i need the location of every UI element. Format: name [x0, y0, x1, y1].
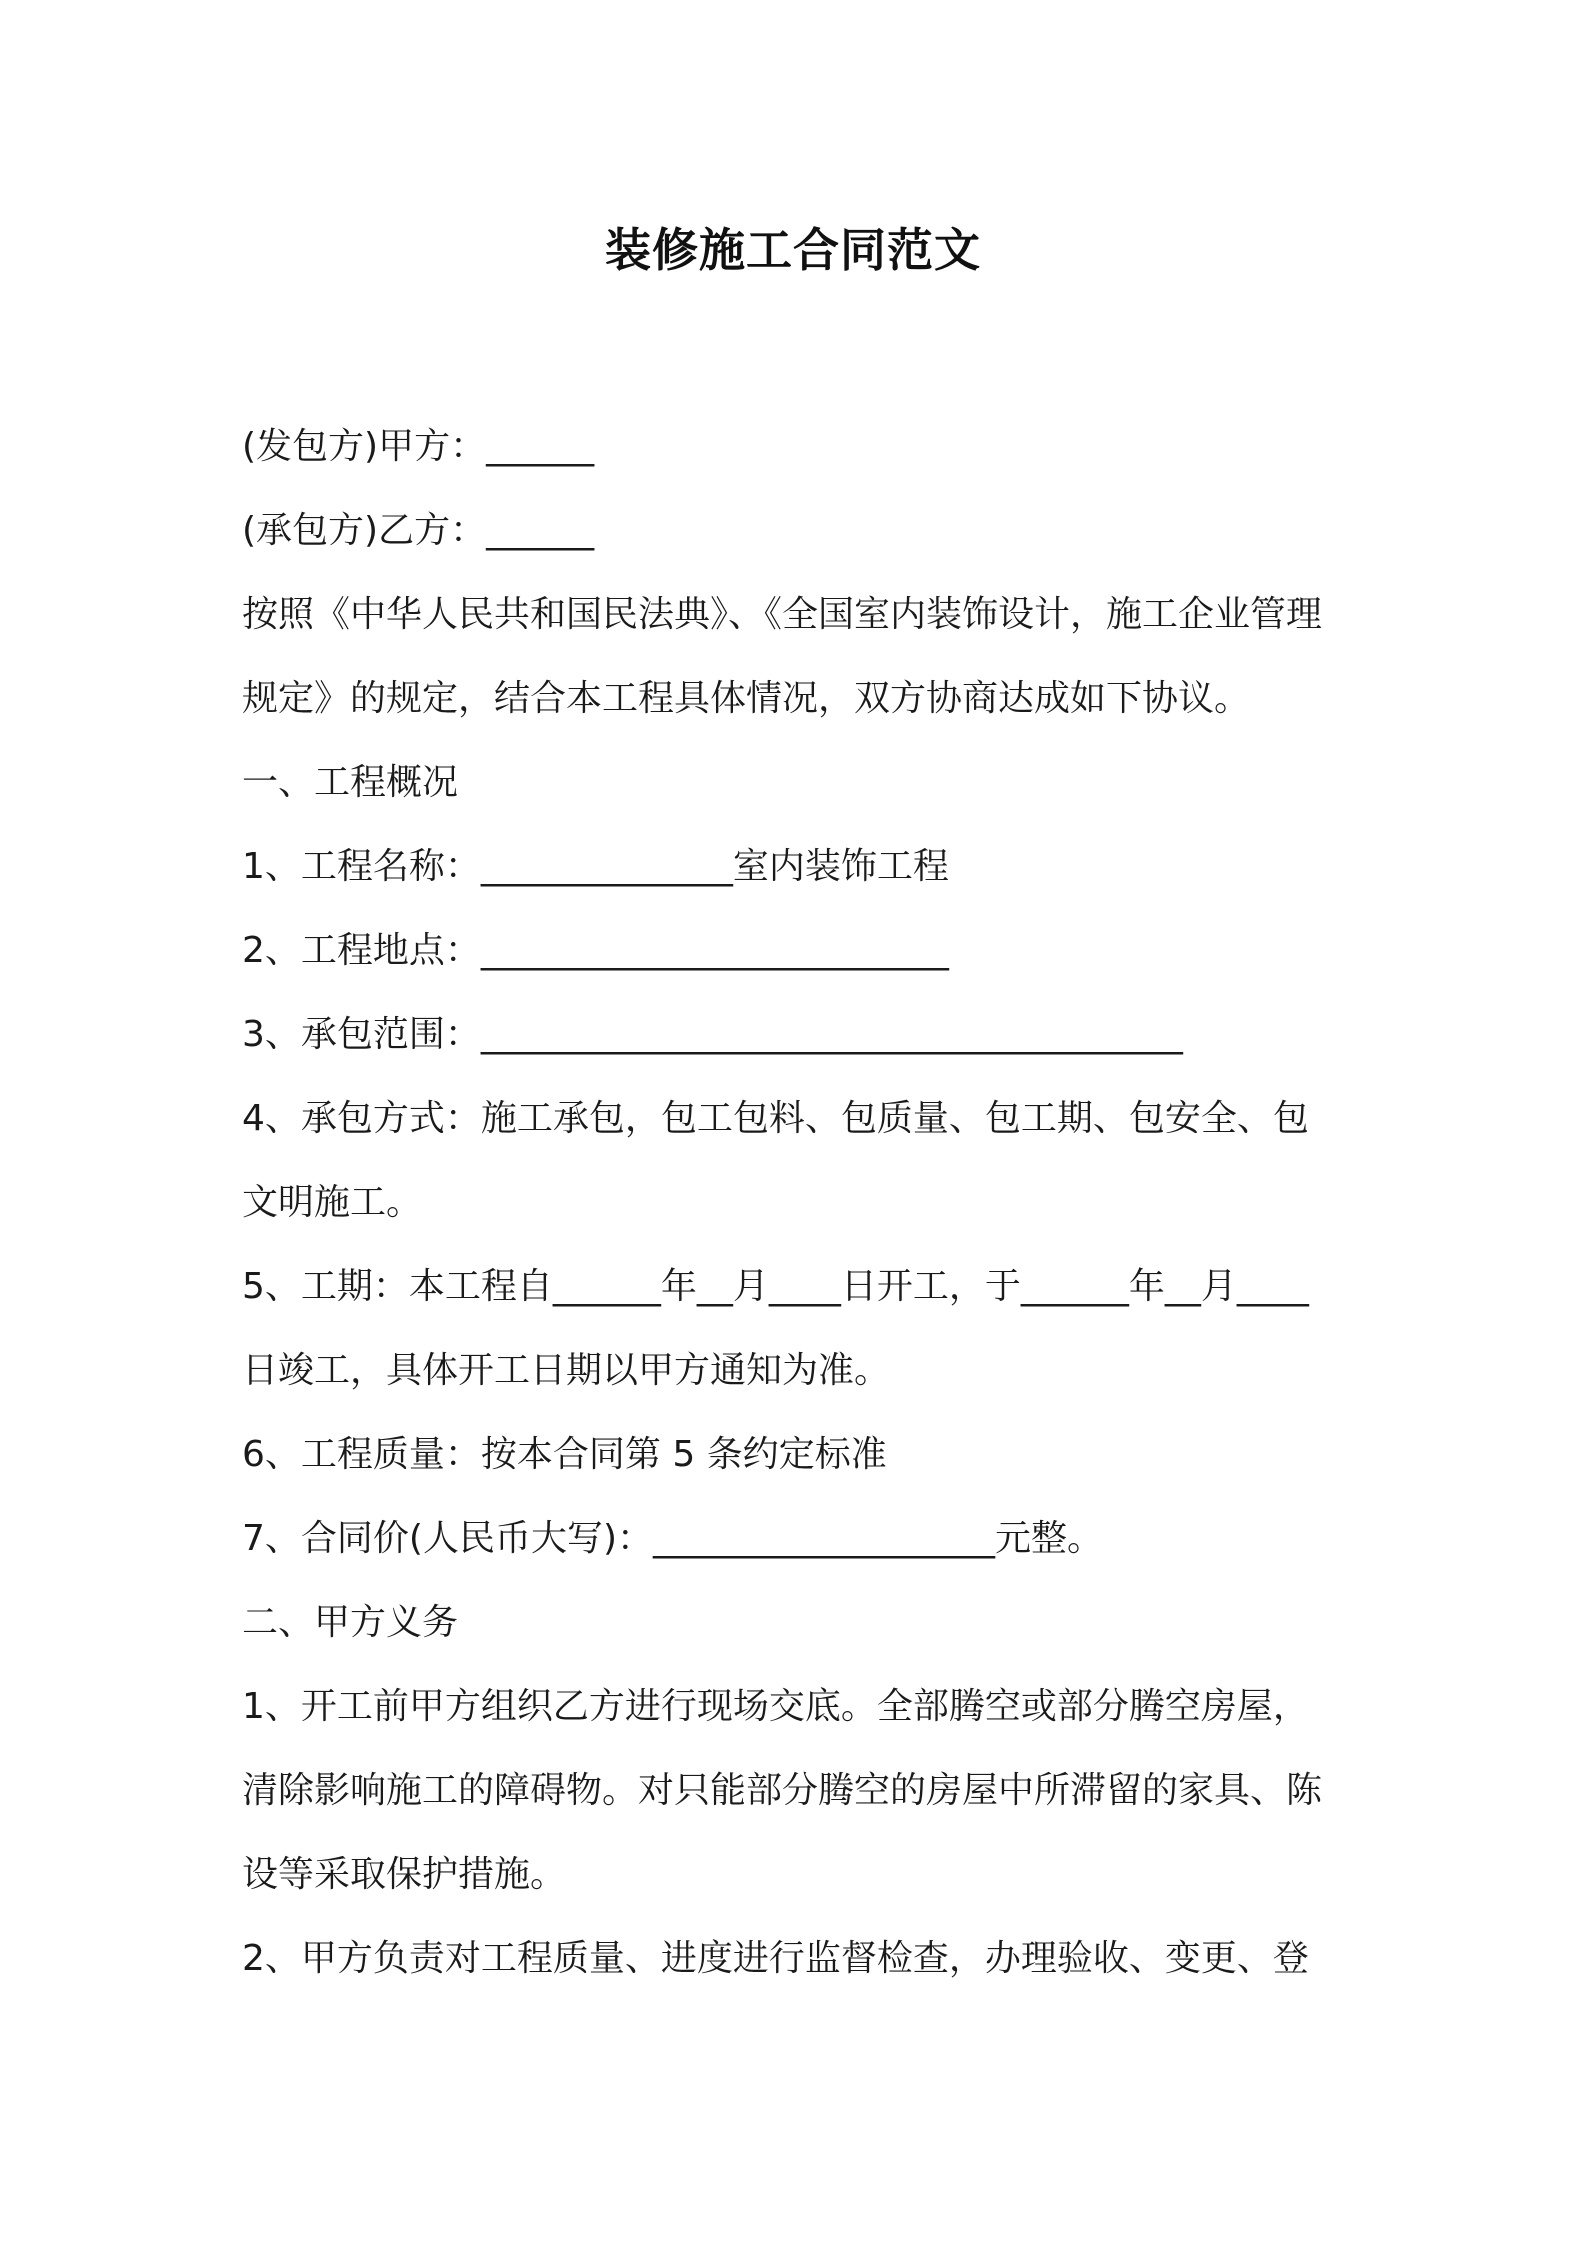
- duty-1-line-3: 设等采取保护措施。: [242, 1854, 567, 1895]
- section-heading-party-a-duties: 二、甲方义务: [242, 1602, 459, 1643]
- clause-contract-price: 7、合同价(人民币大写)：___________________元整。: [242, 1518, 1103, 1559]
- clause-quality: 6、工程质量：按本合同第 5 条约定标准: [242, 1434, 887, 1475]
- clause-project-name: 1、工程名称：______________室内装饰工程: [242, 846, 949, 887]
- clause-schedule-line-1: 5、工期：本工程自______年__月____日开工，于______年__月____: [242, 1266, 1309, 1307]
- clause-contract-scope: 3、承包范围：_______________________________________: [242, 1014, 1183, 1055]
- preamble-line-2: 规定》的规定，结合本工程具体情况，双方协商达成如下协议。: [242, 678, 1251, 719]
- document-title: 装修施工合同范文: [605, 223, 981, 277]
- section-heading-overview: 一、工程概况: [242, 762, 459, 803]
- clause-project-location: 2、工程地点：__________________________: [242, 930, 949, 971]
- duty-1-line-2: 清除影响施工的障碍物。对只能部分腾空的房屋中所滞留的家具、陈: [242, 1770, 1323, 1811]
- document-body: [242, 405, 1352, 2001]
- party-b-line: (承包方)乙方：______: [242, 510, 595, 551]
- clause-contract-method-line-1: 4、承包方式：施工承包，包工包料、包质量、包工期、包安全、包: [242, 1098, 1309, 1139]
- duty-2-line-1: 2、甲方负责对工程质量、进度进行监督检查，办理验收、变更、登: [242, 1938, 1309, 1979]
- preamble-line-1: 按照《中华人民共和国民法典》、《全国室内装饰设计，施工企业管理: [242, 594, 1323, 635]
- party-a-line: (发包方)甲方：______: [242, 426, 595, 467]
- clause-schedule-line-2: 日竣工，具体开工日期以甲方通知为准。: [242, 1350, 891, 1391]
- clause-contract-method-line-2: 文明施工。: [242, 1182, 423, 1223]
- duty-1-line-1: 1、开工前甲方组织乙方进行现场交底。全部腾空或部分腾空房屋，: [242, 1686, 1309, 1727]
